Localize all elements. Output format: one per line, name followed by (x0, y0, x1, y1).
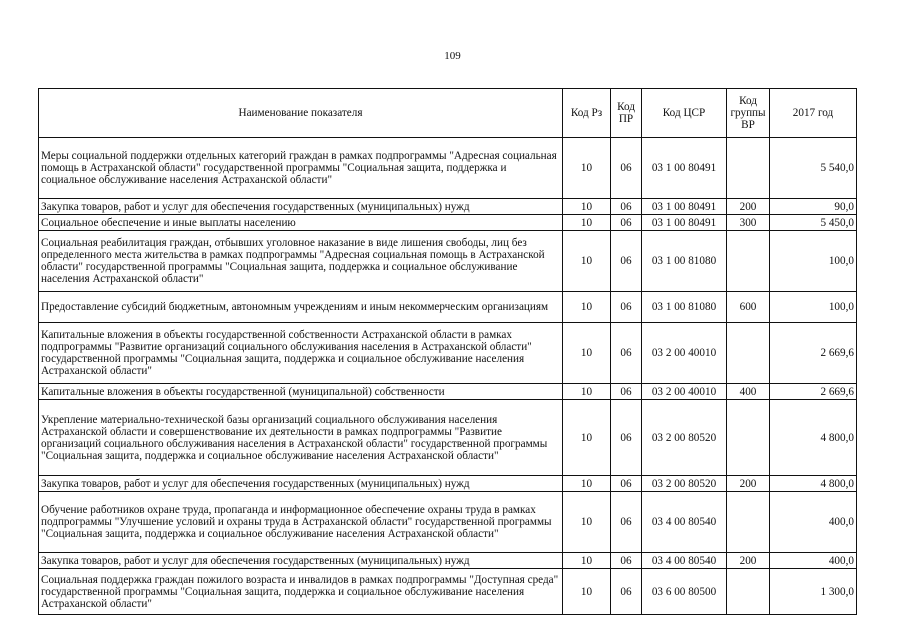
row-pr: 06 (611, 138, 642, 199)
row-pr: 06 (611, 476, 642, 492)
row-value: 400,0 (770, 492, 857, 553)
row-value: 2 669,6 (770, 323, 857, 384)
row-rz: 10 (563, 323, 611, 384)
table-row (39, 215, 857, 231)
row-rz: 10 (563, 476, 611, 492)
row-rz: 10 (563, 138, 611, 199)
row-value: 2 669,6 (770, 384, 857, 400)
table-row (39, 553, 857, 569)
row-vr: 300 (727, 215, 770, 231)
row-name: Социальное обеспечение и иные выплаты населению (39, 215, 563, 231)
row-csr: 03 4 00 80540 (642, 553, 727, 569)
row-rz: 10 (563, 215, 611, 231)
row-vr: 200 (727, 553, 770, 569)
row-csr: 03 1 00 81080 (642, 231, 727, 292)
row-rz: 10 (563, 384, 611, 400)
row-value: 4 800,0 (770, 400, 857, 476)
row-name: Закупка товаров, работ и услуг для обеспечения государственных (муниципальных) нужд (39, 476, 563, 492)
row-pr: 06 (611, 231, 642, 292)
budget-table (38, 88, 857, 615)
row-value: 1 300,0 (770, 569, 857, 615)
row-value: 100,0 (770, 231, 857, 292)
row-rz: 10 (563, 231, 611, 292)
row-value: 4 800,0 (770, 476, 857, 492)
table-row (39, 231, 857, 292)
row-csr: 03 1 00 80491 (642, 138, 727, 199)
header-rz-code: Код Рз (563, 89, 611, 138)
row-name: Капитальные вложения в объекты государственной (муниципальной) собственности (39, 384, 563, 400)
row-csr: 03 2 00 80520 (642, 476, 727, 492)
row-rz: 10 (563, 569, 611, 615)
row-pr: 06 (611, 292, 642, 323)
row-pr: 06 (611, 215, 642, 231)
row-vr (727, 231, 770, 292)
row-value: 5 540,0 (770, 138, 857, 199)
row-pr: 06 (611, 492, 642, 553)
row-csr: 03 2 00 40010 (642, 384, 727, 400)
row-pr: 06 (611, 569, 642, 615)
header-pr-code: Код ПР (611, 89, 642, 138)
table-row (39, 199, 857, 215)
row-name: Закупка товаров, работ и услуг для обеспечения государственных (муниципальных) нужд (39, 553, 563, 569)
header-year-2017: 2017 год (770, 89, 857, 138)
row-value: 90,0 (770, 199, 857, 215)
row-rz: 10 (563, 553, 611, 569)
row-csr: 03 2 00 80520 (642, 400, 727, 476)
row-rz: 10 (563, 199, 611, 215)
row-rz: 10 (563, 492, 611, 553)
row-csr: 03 1 00 80491 (642, 215, 727, 231)
page-number: 109 (444, 50, 461, 62)
row-vr: 600 (727, 292, 770, 323)
table-row (39, 292, 857, 323)
row-name: Укрепление материально-технической базы организаций социального обслуживания населения Астраханской области и совершенствование их деятельности в рамках подпрограммы "Развитие организаций социального обслуживания населения в Астраханской области" государственной программы "Социальная защита, поддержка и социальное обслуживание населения Астраханской области" (39, 400, 563, 476)
table-row (39, 492, 857, 553)
row-vr (727, 323, 770, 384)
row-pr: 06 (611, 384, 642, 400)
row-csr: 03 6 00 80500 (642, 569, 727, 615)
row-csr: 03 2 00 40010 (642, 323, 727, 384)
table-row (39, 569, 857, 615)
table-row (39, 384, 857, 400)
row-vr: 200 (727, 199, 770, 215)
row-value: 400,0 (770, 553, 857, 569)
row-name: Социальная реабилитация граждан, отбывших уголовное наказание в виде лишения свободы, лиц без определенного места жительства в рамках подпрограммы "Адресная социальная помощь в Астраханской области" государственной программы "Социальная защита, поддержка и социальное обслуживание населения Астраханской области" (39, 231, 563, 292)
row-vr (727, 400, 770, 476)
row-pr: 06 (611, 553, 642, 569)
table-row (39, 476, 857, 492)
row-rz: 10 (563, 292, 611, 323)
row-pr: 06 (611, 400, 642, 476)
row-vr: 400 (727, 384, 770, 400)
table-header-row (39, 89, 857, 138)
row-csr: 03 4 00 80540 (642, 492, 727, 553)
header-csr-code: Код ЦСР (642, 89, 727, 138)
row-vr: 200 (727, 476, 770, 492)
row-csr: 03 1 00 80491 (642, 199, 727, 215)
row-value: 5 450,0 (770, 215, 857, 231)
row-pr: 06 (611, 323, 642, 384)
table-row (39, 138, 857, 199)
row-name: Предоставление субсидий бюджетным, автономным учреждениям и иным некоммерческим организациям (39, 292, 563, 323)
row-vr (727, 569, 770, 615)
row-name: Меры социальной поддержки отдельных категорий граждан в рамках подпрограммы "Адресная социальная помощь в Астраханской области" государственной программы "Социальная защита, поддержка и социальное обслуживание населения Астраханской области" (39, 138, 563, 199)
row-csr: 03 1 00 81080 (642, 292, 727, 323)
header-vr-group-code: Код группы ВР (727, 89, 770, 138)
table-row (39, 323, 857, 384)
row-vr (727, 138, 770, 199)
table-row (39, 400, 857, 476)
row-rz: 10 (563, 400, 611, 476)
row-name: Социальная поддержка граждан пожилого возраста и инвалидов в рамках подпрограммы "Доступная среда" государственной программы "Социальная защита, поддержка и социальное обслуживание населения Астраханской области" (39, 569, 563, 615)
row-name: Капитальные вложения в объекты государственной собственности Астраханской области в рамках подпрограммы "Развитие организаций социального обслуживания населения в Астраханской области" государственной программы "Социальная защита, поддержка и социальное обслуживание населения Астраханской области" (39, 323, 563, 384)
row-name: Закупка товаров, работ и услуг для обеспечения государственных (муниципальных) нужд (39, 199, 563, 215)
row-name: Обучение работников охране труда, пропаганда и информационное обеспечение охраны труда в рамках подпрограммы "Улучшение условий и охраны труда в Астраханской области" государственной программы "Социальная защита, поддержка и социальное обслуживание населения Астраханской области" (39, 492, 563, 553)
header-indicator-name: Наименование показателя (39, 89, 563, 138)
row-vr (727, 492, 770, 553)
row-pr: 06 (611, 199, 642, 215)
row-value: 100,0 (770, 292, 857, 323)
